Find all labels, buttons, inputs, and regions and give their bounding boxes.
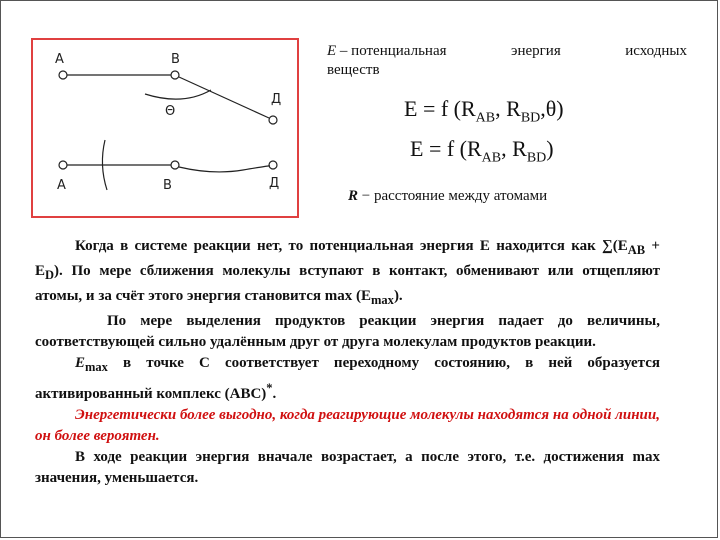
e-symbol: E bbox=[327, 43, 337, 59]
atom-b-top bbox=[171, 71, 179, 79]
atom-a-top bbox=[59, 71, 67, 79]
label-d-bottom: Д bbox=[269, 176, 280, 191]
paragraph-5: В ходе реакции энергия вначале возрастает, а после этого, т.е. достижения max значения, уменьшается. bbox=[35, 449, 660, 486]
paragraph-3: $E_{max}$ в точке C соответствует переходному состоянию, в ней образуется активированный комплекс (ABC)*. bbox=[35, 355, 660, 402]
r-definition bbox=[348, 188, 547, 205]
atom-b-bottom bbox=[171, 161, 179, 169]
definition-word-1: потенциальная bbox=[351, 43, 447, 59]
definition-word-3: исходных bbox=[625, 43, 687, 59]
theta-arc bbox=[145, 90, 211, 99]
formula-linear: E = f ($R_{AB}$, $R_{BD}$) bbox=[410, 136, 554, 166]
label-a-top: А bbox=[55, 52, 64, 67]
r-symbol: R bbox=[348, 188, 359, 204]
label-a-bottom: А bbox=[57, 178, 66, 193]
label-d-top: Д bbox=[271, 92, 282, 107]
atom-d-top bbox=[269, 116, 277, 124]
r-definition-text: − расстояние между атомами bbox=[358, 188, 548, 204]
paragraph-4-highlight: Энергетически более выгодно, когда реагирующие молекулы находятся на одной линии, он более вероятен. bbox=[35, 407, 660, 444]
label-b-bottom: В bbox=[163, 178, 172, 193]
reaction-diagram bbox=[31, 38, 299, 218]
formula-with-angle: E = f ($R_{AB}$, $R_{BD},\theta$) bbox=[404, 96, 564, 126]
definition-line-2: веществ bbox=[327, 62, 380, 78]
label-b-top: В bbox=[171, 52, 180, 67]
body-text bbox=[35, 236, 660, 489]
definition-word-2: энергия bbox=[511, 43, 561, 59]
paragraph-2: По мере выделения продуктов реакции энергия падает до величины, соответствующей сильно удалённым друг от друга молекулам продуктов реакции. bbox=[35, 313, 660, 350]
atom-d-bottom bbox=[269, 161, 277, 169]
label-theta: Θ bbox=[165, 104, 176, 119]
definition-dash: – bbox=[336, 43, 352, 59]
approach-wave bbox=[179, 166, 269, 172]
energy-definition bbox=[327, 42, 687, 80]
paragraph-1: Когда в системе реакции нет, то потенциальная энергия E находится как $\sum(E_{AB} + E_D)$. По мере сближения молекулы вступают в контакт, обменивают или отщепляют атомы, и за счёт этого энергия становится $\max (E_{max})$. bbox=[35, 238, 660, 307]
atom-a-bottom bbox=[59, 161, 67, 169]
